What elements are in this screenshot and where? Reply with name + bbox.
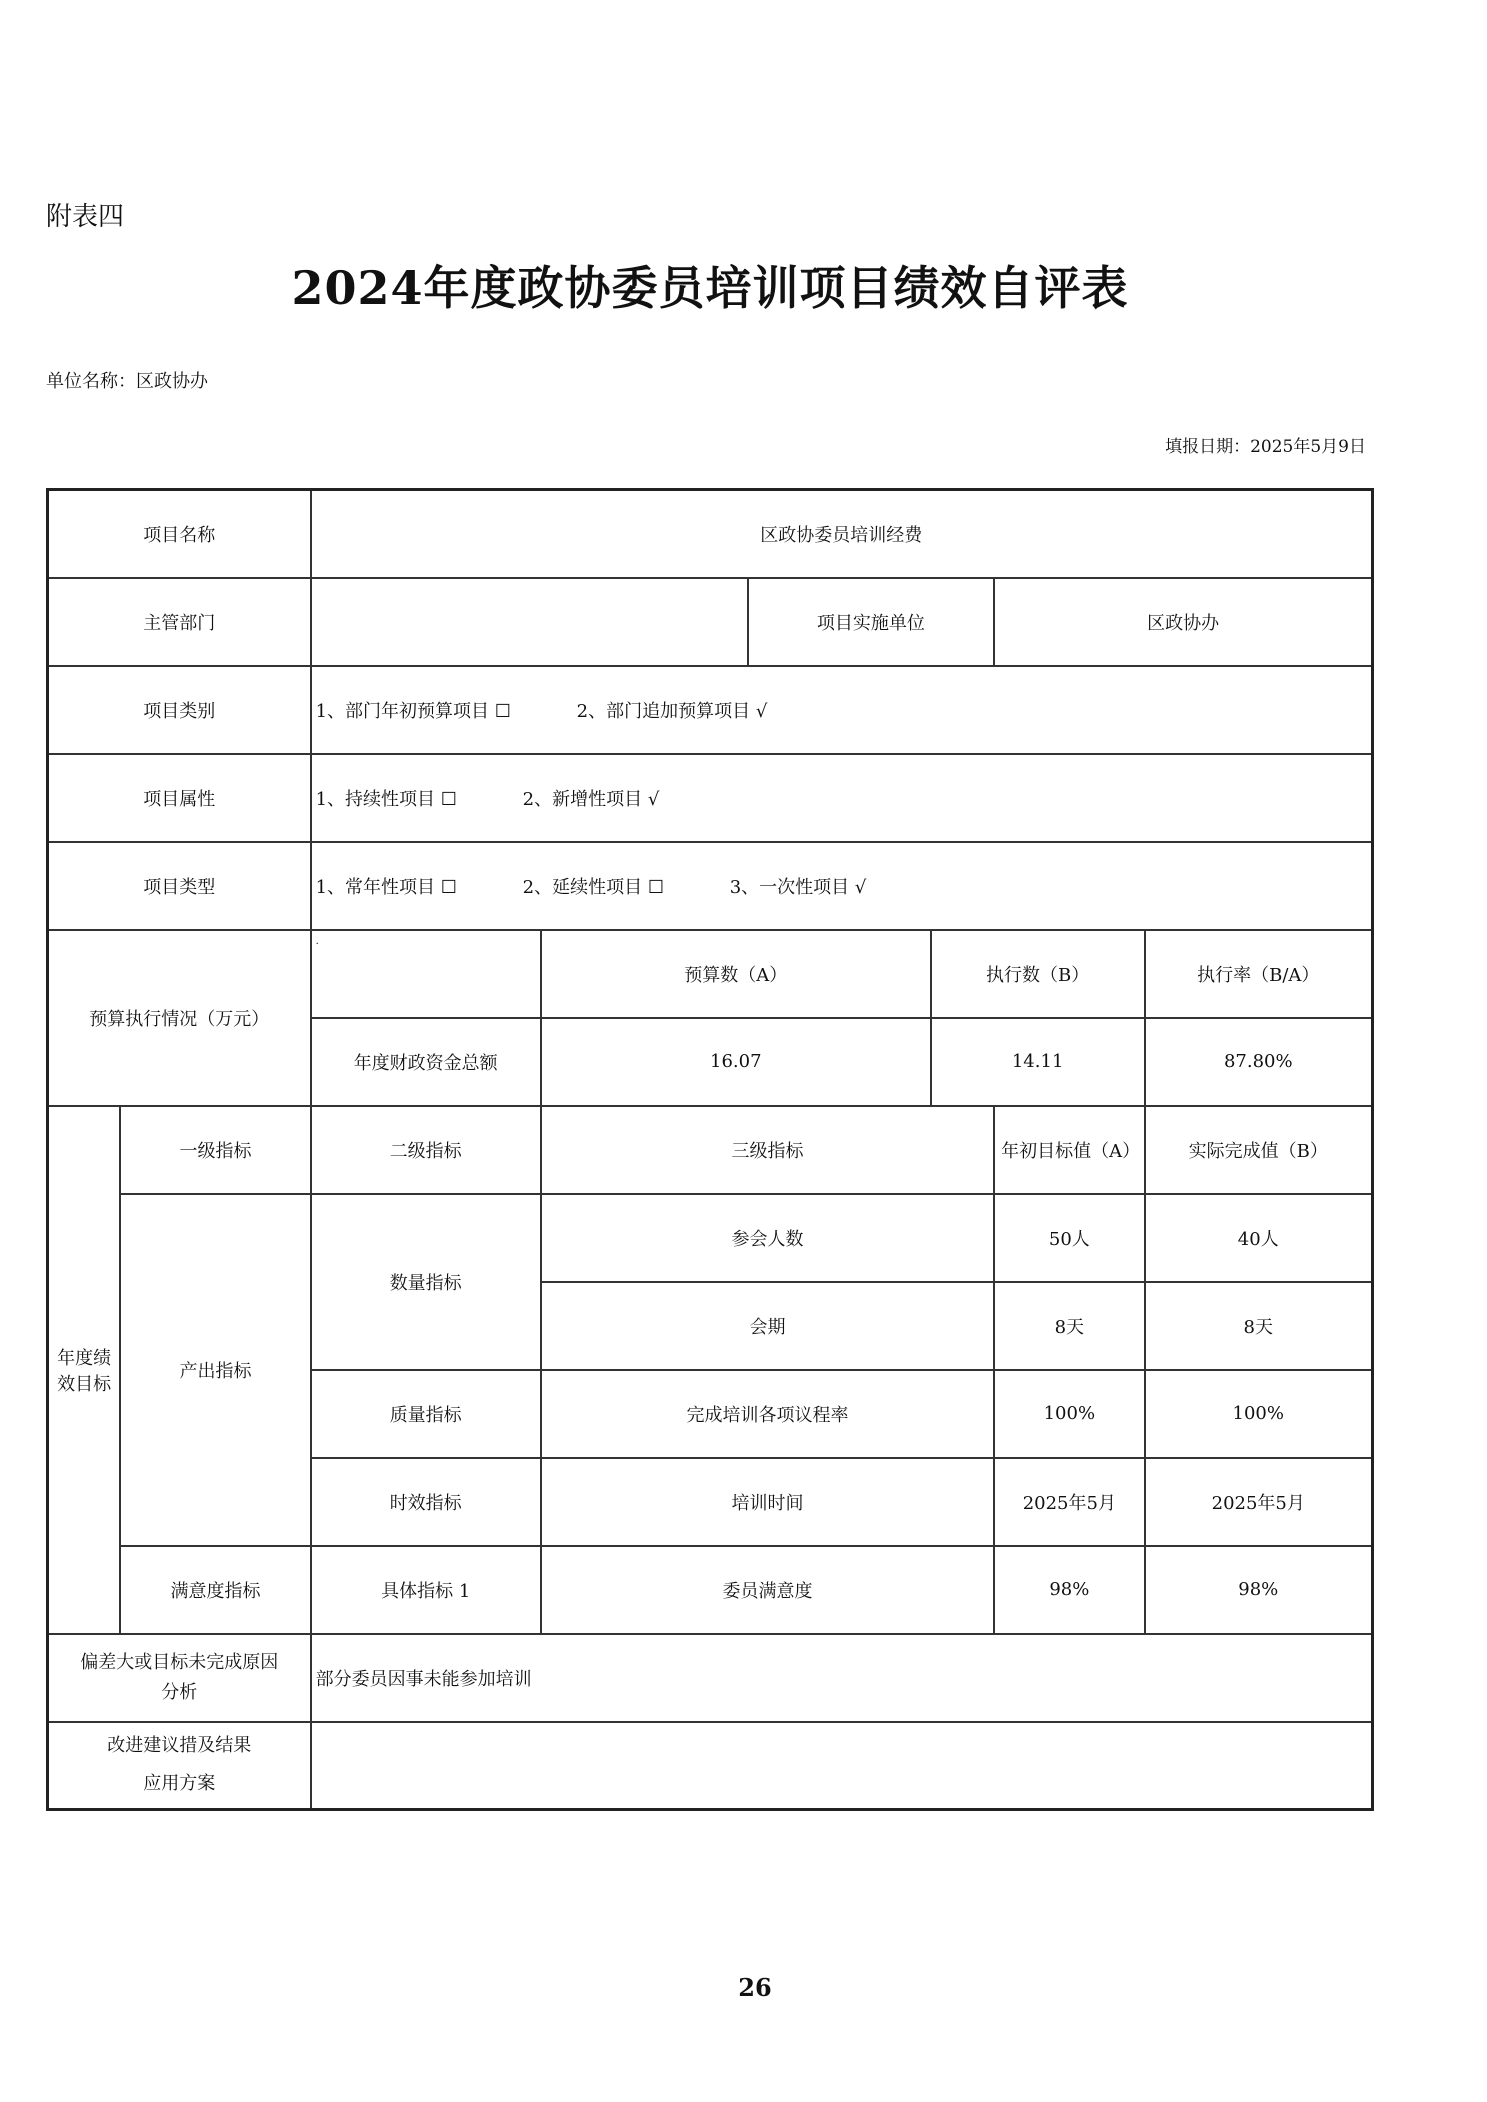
type-label: 项目类型 bbox=[48, 842, 311, 930]
quality-indicator-label: 质量指标 bbox=[311, 1370, 541, 1458]
attribute-label: 项目属性 bbox=[48, 754, 311, 842]
indicator-target: 100% bbox=[994, 1370, 1144, 1458]
row-department bbox=[48, 578, 1373, 666]
row-deviation bbox=[48, 1634, 1373, 1722]
fill-date: 填报日期：2025年5月9日 bbox=[1165, 437, 1366, 457]
annual-goal-label bbox=[48, 1106, 121, 1634]
budget-col-rate: 执行率（B/A） bbox=[1145, 930, 1373, 1018]
indicator-actual: 100% bbox=[1145, 1370, 1373, 1458]
type-option-2: 2、延续性项目 ☐ bbox=[522, 876, 664, 898]
indicator-row bbox=[48, 1194, 1373, 1282]
row-attribute bbox=[48, 754, 1373, 842]
indicator-name: 参会人数 bbox=[541, 1194, 994, 1282]
indicator-actual: 98% bbox=[1145, 1546, 1373, 1634]
deviation-label-line-1: 偏差大或目标未完成原因 bbox=[80, 1651, 279, 1673]
attachment-label: 附表四 bbox=[46, 202, 125, 232]
specific-indicator-label: 具体指标 1 bbox=[311, 1546, 541, 1634]
budget-col-a: 预算数（A） bbox=[541, 930, 931, 1018]
dept-label: 主管部门 bbox=[48, 578, 311, 666]
quantity-indicator-label: 数量指标 bbox=[311, 1194, 541, 1370]
indicator-name: 会期 bbox=[541, 1282, 994, 1370]
row-budget-header bbox=[48, 930, 1373, 1018]
header-level1: 一级指标 bbox=[120, 1106, 310, 1194]
row-category bbox=[48, 666, 1373, 754]
document-title: 2024年度政协委员培训项目绩效自评表 bbox=[291, 261, 1129, 315]
budget-corner-dot: · bbox=[315, 938, 319, 950]
type-option-1: 1、常年性项目 ☐ bbox=[315, 876, 457, 898]
indicator-actual: 2025年5月 bbox=[1145, 1458, 1373, 1546]
budget-b-value: 14.11 bbox=[931, 1018, 1145, 1106]
row-type bbox=[48, 842, 1373, 930]
deviation-value: 部分委员因事未能参加培训 bbox=[311, 1634, 1373, 1722]
budget-label: 预算执行情况（万元） bbox=[48, 930, 311, 1106]
project-name-value: 区政协委员培训经费 bbox=[311, 490, 1373, 578]
row-indicator-header bbox=[48, 1106, 1373, 1194]
attribute-options bbox=[311, 754, 1373, 842]
indicator-name: 培训时间 bbox=[541, 1458, 994, 1546]
satisfaction-indicator-label: 满意度指标 bbox=[120, 1546, 310, 1634]
indicator-actual: 8天 bbox=[1145, 1282, 1373, 1370]
improvement-label bbox=[48, 1722, 311, 1810]
indicator-target: 50人 bbox=[994, 1194, 1144, 1282]
category-label: 项目类别 bbox=[48, 666, 311, 754]
deviation-label-line-2: 分析 bbox=[161, 1681, 198, 1703]
improvement-label-line-1: 改进建议措及结果 bbox=[107, 1735, 252, 1757]
budget-row-label: 年度财政资金总额 bbox=[311, 1018, 541, 1106]
category-option-2: 2、部门追加预算项目 √ bbox=[576, 700, 768, 722]
deviation-label bbox=[48, 1634, 311, 1722]
indicator-name: 委员满意度 bbox=[541, 1546, 994, 1634]
type-option-3: 3、一次性项目 √ bbox=[729, 876, 867, 898]
attribute-option-2: 2、新增性项目 √ bbox=[522, 788, 660, 810]
category-options bbox=[311, 666, 1373, 754]
budget-col-b: 执行数（B） bbox=[931, 930, 1145, 1018]
project-name-label: 项目名称 bbox=[48, 490, 311, 578]
impl-unit-value: 区政协办 bbox=[994, 578, 1372, 666]
impl-unit-label: 项目实施单位 bbox=[748, 578, 995, 666]
row-project-name bbox=[48, 490, 1373, 578]
indicator-row bbox=[48, 1546, 1373, 1634]
row-improvement bbox=[48, 1722, 1373, 1810]
page-number: 26 bbox=[738, 1973, 772, 2002]
output-indicator-label: 产出指标 bbox=[120, 1194, 310, 1546]
improvement-value bbox=[311, 1722, 1373, 1810]
evaluation-form-table bbox=[46, 488, 1374, 1811]
indicator-name: 完成培训各项议程率 bbox=[541, 1370, 994, 1458]
improvement-label-line-2: 应用方案 bbox=[143, 1773, 216, 1795]
budget-rate-value: 87.80% bbox=[1145, 1018, 1373, 1106]
type-options bbox=[311, 842, 1373, 930]
header-actual: 实际完成值（B） bbox=[1145, 1106, 1373, 1194]
header-target: 年初目标值（A） bbox=[994, 1106, 1144, 1194]
attribute-option-1: 1、持续性项目 ☐ bbox=[315, 788, 457, 810]
header-level3: 三级指标 bbox=[541, 1106, 994, 1194]
dept-value bbox=[311, 578, 748, 666]
timeliness-indicator-label: 时效指标 bbox=[311, 1458, 541, 1546]
indicator-target: 98% bbox=[994, 1546, 1144, 1634]
indicator-actual: 40人 bbox=[1145, 1194, 1373, 1282]
budget-corner-cell bbox=[311, 930, 541, 1018]
header-level2: 二级指标 bbox=[311, 1106, 541, 1194]
annual-goal-label-line-2: 效目标 bbox=[57, 1373, 112, 1395]
unit-name: 单位名称：区政协办 bbox=[46, 371, 208, 392]
indicator-target: 2025年5月 bbox=[994, 1458, 1144, 1546]
annual-goal-label-line-1: 年度绩 bbox=[57, 1347, 112, 1369]
indicator-target: 8天 bbox=[994, 1282, 1144, 1370]
category-option-1: 1、部门年初预算项目 ☐ bbox=[315, 700, 511, 722]
budget-a-value: 16.07 bbox=[541, 1018, 931, 1106]
